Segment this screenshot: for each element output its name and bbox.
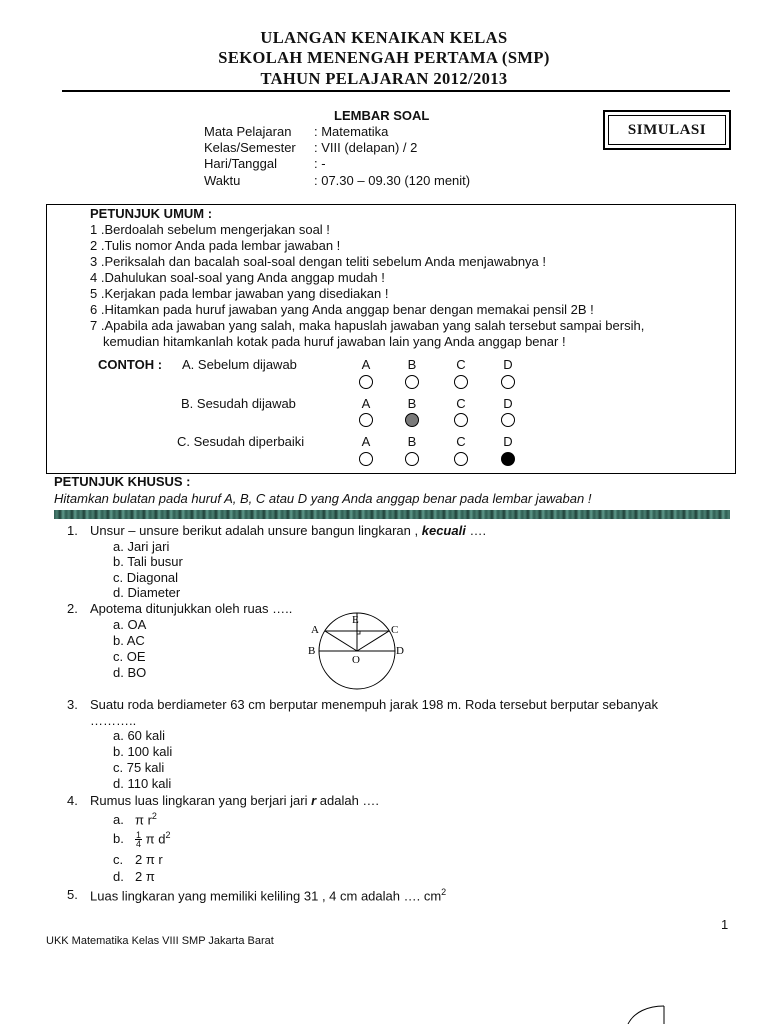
question-3-continuation: ……….. xyxy=(90,713,137,728)
simulasi-badge xyxy=(603,110,731,150)
option-letter: a. xyxy=(113,812,124,828)
option-value: π r xyxy=(135,812,152,828)
superscript: 2 xyxy=(441,887,447,897)
question-number: 2. xyxy=(67,601,78,616)
footer-text: UKK Matematika Kelas VIII SMP Jakarta Barat xyxy=(46,935,274,947)
superscript: 2 xyxy=(165,830,171,840)
info-value: : VIII (delapan) / 2 xyxy=(314,140,418,155)
option-value: 2 π r xyxy=(135,852,163,867)
superscript: 2 xyxy=(151,811,157,821)
info-key: Waktu xyxy=(204,173,241,188)
choice-letter-b: B xyxy=(407,396,417,411)
question-1-text xyxy=(90,523,486,538)
example-row-label: B. Sesudah dijawab xyxy=(181,396,296,411)
choice-letter-a: A xyxy=(361,396,371,411)
bubble-empty xyxy=(454,452,468,466)
option-letter: d. xyxy=(113,869,124,884)
answer-option: d. Diameter xyxy=(113,585,181,600)
label-c: C xyxy=(391,624,399,636)
exam-title-line-2: SEKOLAH MENENGAH PERTAMA (SMP) xyxy=(218,48,550,67)
label-b: B xyxy=(308,645,316,657)
choice-letter-c: C xyxy=(456,396,466,411)
answer-option: c. OE xyxy=(113,649,146,664)
question-tail: …. xyxy=(465,523,487,538)
question-text: Unsur – unsure berikut adalah unsure bangun lingkaran , xyxy=(90,523,419,538)
bubble-empty xyxy=(405,375,419,389)
info-key: Mata Pelajaran xyxy=(204,124,292,139)
option-letter: c. xyxy=(113,852,124,867)
label-a: A xyxy=(311,624,319,636)
question-number: 4. xyxy=(67,793,78,808)
question-2-text: Apotema ditunjukkan oleh ruas ….. xyxy=(90,601,293,616)
question-5-text xyxy=(90,887,446,903)
answer-option: a. OA xyxy=(113,617,147,632)
instruction-item: 7 .Apabila ada jawaban yang salah, maka hapuslah jawaban yang salah tersebut sampai bersih, xyxy=(90,318,645,333)
question-text: Rumus luas lingkaran yang berjari jari xyxy=(90,793,312,808)
instruction-item: 2 .Tulis nomor Anda pada lembar jawaban ! xyxy=(90,238,341,253)
instruction-item: 4 .Dahulukan soal-soal yang Anda anggap mudah ! xyxy=(90,270,385,285)
bubble-filled-gray xyxy=(405,413,419,427)
option-letter: b. xyxy=(113,831,124,847)
sheet-title: LEMBAR SOAL xyxy=(334,108,430,123)
label-d: D xyxy=(396,645,404,657)
instruction-item: 3 .Periksalah dan bacalah soal-soal dengan teliti sebelum Anda menjawabnya ! xyxy=(90,254,547,269)
info-key: Hari/Tanggal xyxy=(204,156,277,171)
label-e: E xyxy=(352,614,359,626)
choice-letter-d: D xyxy=(503,357,513,372)
info-key: Kelas/Semester xyxy=(204,140,296,155)
choice-letter-d: D xyxy=(503,396,513,411)
bubble-empty xyxy=(454,375,468,389)
instruction-item: 6 .Hitamkan pada huruf jawaban yang Anda anggap benar dengan memakai pensil 2B ! xyxy=(90,302,594,317)
answer-option xyxy=(113,852,163,867)
bubble-empty xyxy=(359,375,373,389)
answer-option: a. Jari jari xyxy=(113,539,170,554)
choice-letter-b: B xyxy=(407,434,417,449)
bubble-filled-black xyxy=(501,452,515,466)
answer-option: b. 100 kali xyxy=(113,744,173,759)
next-page-diagram-fragment xyxy=(600,996,720,1024)
choice-letter-c: C xyxy=(456,357,466,372)
bubble-empty xyxy=(359,413,373,427)
label-o: O xyxy=(352,654,360,666)
fraction-denominator: 4 xyxy=(136,839,142,850)
general-instructions-title: PETUNJUK UMUM : xyxy=(90,206,213,221)
instruction-item: 5 .Kerjakan pada lembar jawaban yang disediakan ! xyxy=(90,286,389,301)
fraction-numerator: 1 xyxy=(136,830,142,841)
exam-title-line-1: ULANGAN KENAIKAN KELAS xyxy=(260,28,508,47)
circle-geometry-diagram xyxy=(306,610,410,690)
question-3-text: Suatu roda berdiameter 63 cm berputar menempuh jarak 198 m. Roda tersebut berputar sebanyak xyxy=(90,697,658,712)
page-number: 1 xyxy=(721,917,729,932)
bubble-empty xyxy=(359,452,373,466)
answer-option: d. 110 kali xyxy=(113,776,172,791)
answer-option xyxy=(113,811,157,827)
question-number: 1. xyxy=(67,523,78,538)
option-value: 2 π xyxy=(135,869,155,884)
question-text: Luas lingkaran yang memiliki keliling 31 , 4 cm adalah …. cm xyxy=(90,888,442,904)
answer-option: a. 60 kali xyxy=(113,728,166,743)
instruction-item: 1 .Berdoalah sebelum mengerjakan soal ! xyxy=(90,222,330,237)
question-emphasis: kecuali xyxy=(421,523,466,538)
question-4-text xyxy=(90,793,379,808)
header-divider xyxy=(62,90,730,92)
option-value: π d xyxy=(145,831,166,847)
answer-option: b. AC xyxy=(113,633,145,648)
bubble-empty xyxy=(501,413,515,427)
bubble-empty xyxy=(454,413,468,427)
choice-letter-a: A xyxy=(361,357,371,372)
question-number: 5. xyxy=(67,887,78,902)
answer-option xyxy=(113,869,155,884)
answer-option: c. Diagonal xyxy=(113,570,179,585)
decorative-divider-strip xyxy=(54,510,730,519)
choice-letter-a: A xyxy=(361,434,371,449)
example-row-label: C. Sesudah diperbaiki xyxy=(177,434,305,449)
special-instructions-title: PETUNJUK KHUSUS : xyxy=(54,474,191,489)
exam-title-line-3: TAHUN PELAJARAN 2012/2013 xyxy=(260,69,508,88)
variable-r: r xyxy=(311,793,317,808)
instruction-item: kemudian hitamkanlah kotak pada huruf jawaban lain yang Anda anggap benar ! xyxy=(103,334,566,349)
choice-letter-c: C xyxy=(456,434,466,449)
answer-option: b. Tali busur xyxy=(113,554,183,569)
answer-option: d. BO xyxy=(113,665,147,680)
info-value: : 07.30 – 09.30 (120 menit) xyxy=(314,173,471,188)
question-number: 3. xyxy=(67,697,78,712)
answer-option xyxy=(113,830,170,848)
bubble-empty xyxy=(501,375,515,389)
special-instructions-text: Hitamkan bulatan pada huruf A, B, C atau D yang Anda anggap benar pada lembar jawaban ! xyxy=(54,491,592,506)
example-row-label: A. Sebelum dijawab xyxy=(182,357,297,372)
segment-oc xyxy=(357,631,389,651)
simulasi-label: SIMULASI xyxy=(608,115,726,145)
info-value: : Matematika xyxy=(314,124,389,139)
example-label: CONTOH : xyxy=(98,357,163,372)
choice-letter-b: B xyxy=(407,357,417,372)
question-tail: adalah …. xyxy=(316,793,380,808)
fraction xyxy=(135,831,142,848)
answer-option: c. 75 kali xyxy=(113,760,165,775)
choice-letter-d: D xyxy=(503,434,513,449)
bubble-empty xyxy=(405,452,419,466)
segment-oa xyxy=(325,631,357,651)
info-value: : - xyxy=(314,156,326,171)
